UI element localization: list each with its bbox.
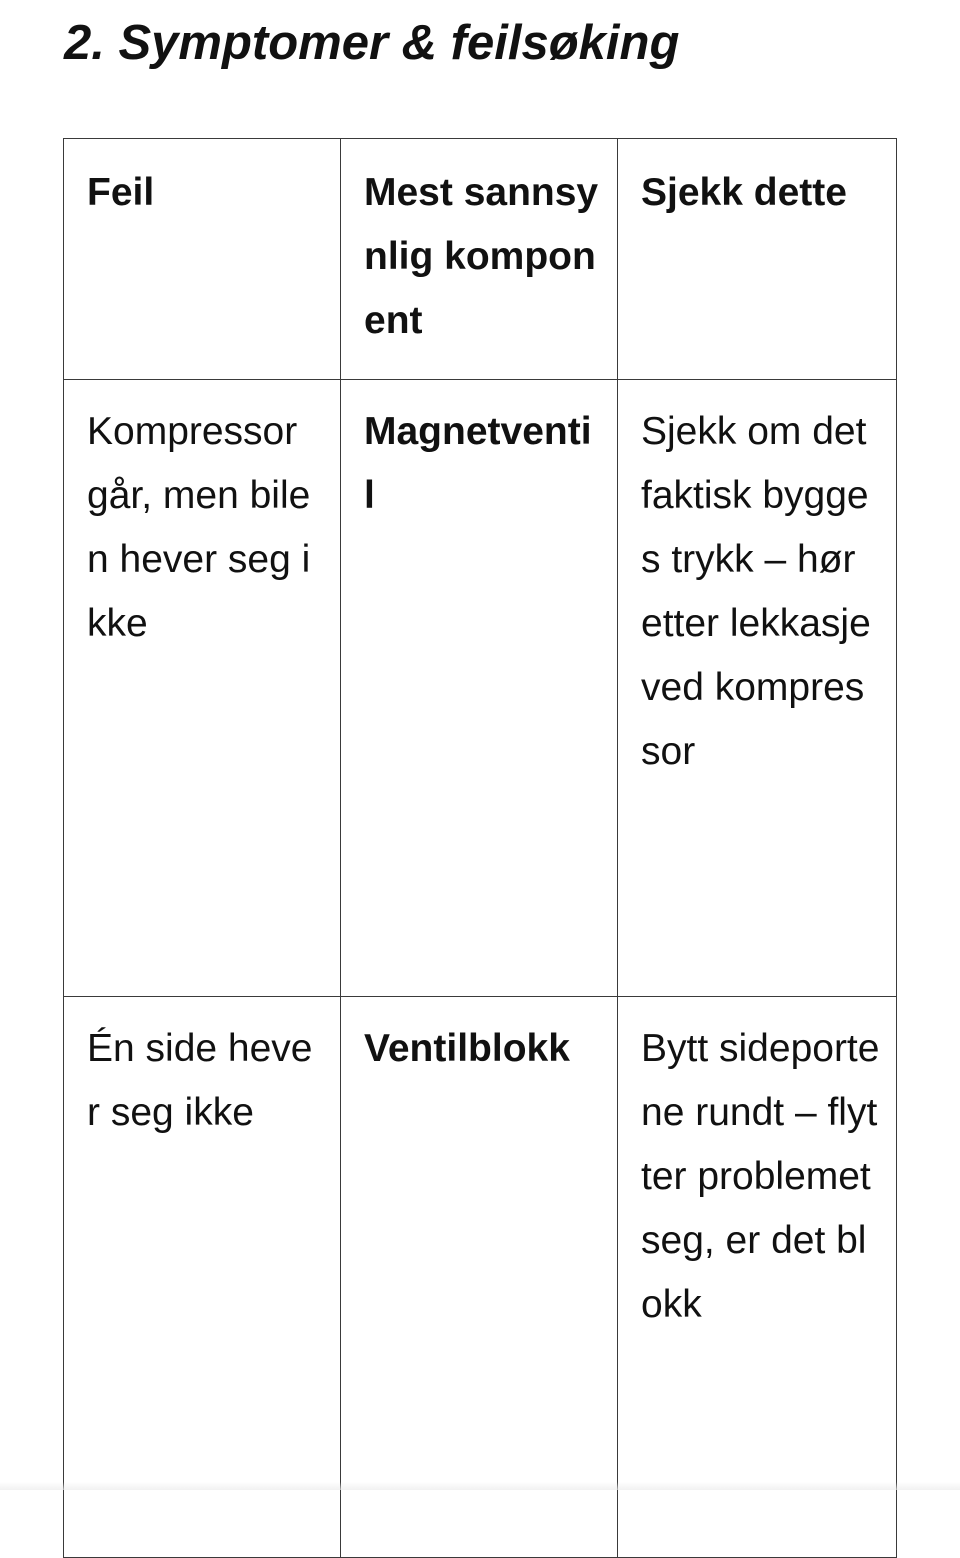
troubleshooting-table-container [63, 138, 896, 1558]
troubleshooting-table [63, 138, 897, 1558]
section-heading: 2. Symptomer & feilsøking [64, 16, 680, 70]
table-header-row [64, 139, 897, 380]
cell-check: Sjekk om det faktisk bygges trykk – hør etter lekkasje ved kompressor [618, 380, 897, 997]
cell-check: Bytt sideportene rundt – flytter problemet seg, er det blokk [618, 997, 897, 1558]
cell-fault: Én side hever seg ikke [64, 997, 341, 1558]
header-component: Mest sannsynlig komponent [341, 139, 618, 380]
scroll-fade [0, 1482, 960, 1490]
table-row [64, 997, 897, 1558]
header-fault: Feil [64, 139, 341, 380]
header-check: Sjekk dette [618, 139, 897, 380]
cell-component: Magnetventil [341, 380, 618, 997]
cell-fault: Kompressor går, men bilen hever seg ikke [64, 380, 341, 997]
cell-component: Ventilblokk [341, 997, 618, 1558]
table-row [64, 380, 897, 997]
